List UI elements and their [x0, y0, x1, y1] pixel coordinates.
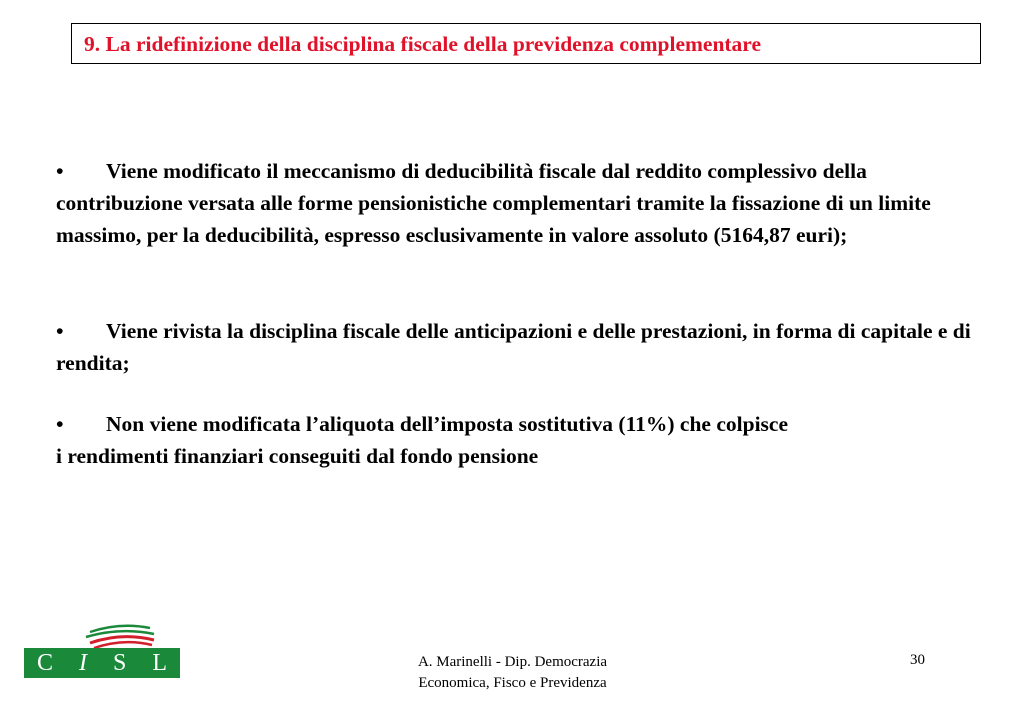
bullet-1-first-line: Viene modificato il meccanismo di deducibilità fiscale dal reddito complessivo [106, 159, 818, 183]
bullet-3-rest: i rendimenti finanziari conseguiti dal fondo pensione [56, 444, 539, 468]
bullet-paragraph-2 [56, 315, 981, 379]
page-number: 30 [910, 652, 925, 668]
bullet-3-first-line: Non viene modificata l’aliquota dell’imposta sostitutiva (11%) che colpisce [106, 412, 788, 436]
footer-line-2: Economica, Fisco e Previdenza [418, 675, 607, 691]
cisl-logo [24, 620, 180, 678]
logo-waves-icon [24, 620, 180, 650]
footer-line-1: A. Marinelli - Dip. Democrazia [417, 654, 608, 670]
bullet-paragraph-3 [56, 408, 981, 472]
logo-letter: C [36, 649, 53, 676]
bullet-marker: • [56, 319, 64, 343]
logo-letters-bar [24, 648, 180, 678]
bullet-marker: • [56, 159, 64, 183]
logo-letter: L [152, 649, 167, 676]
bullet-marker: • [56, 412, 64, 436]
footer-credit [380, 652, 645, 694]
bullet-1-rest: della contribuzione versata alle forme pensionistiche complementari tramite la fissazione di un limite massimo, per la deducibilità, espresso esclusivamente in valore assoluto (5164,87 euri); [56, 159, 931, 247]
bullet-2-rest: forma di capitale e di rendita; [56, 319, 971, 375]
logo-letter: S [112, 649, 127, 676]
slide-title: 9. La ridefinizione della disciplina fiscale della previdenza complementare [84, 32, 762, 56]
logo-letter: I [78, 649, 87, 676]
bullet-paragraph-1 [56, 155, 981, 251]
bullet-2-first-line: Viene rivista la disciplina fiscale delle anticipazioni e delle prestazioni, in [106, 319, 771, 343]
slide-title-box [71, 23, 981, 64]
